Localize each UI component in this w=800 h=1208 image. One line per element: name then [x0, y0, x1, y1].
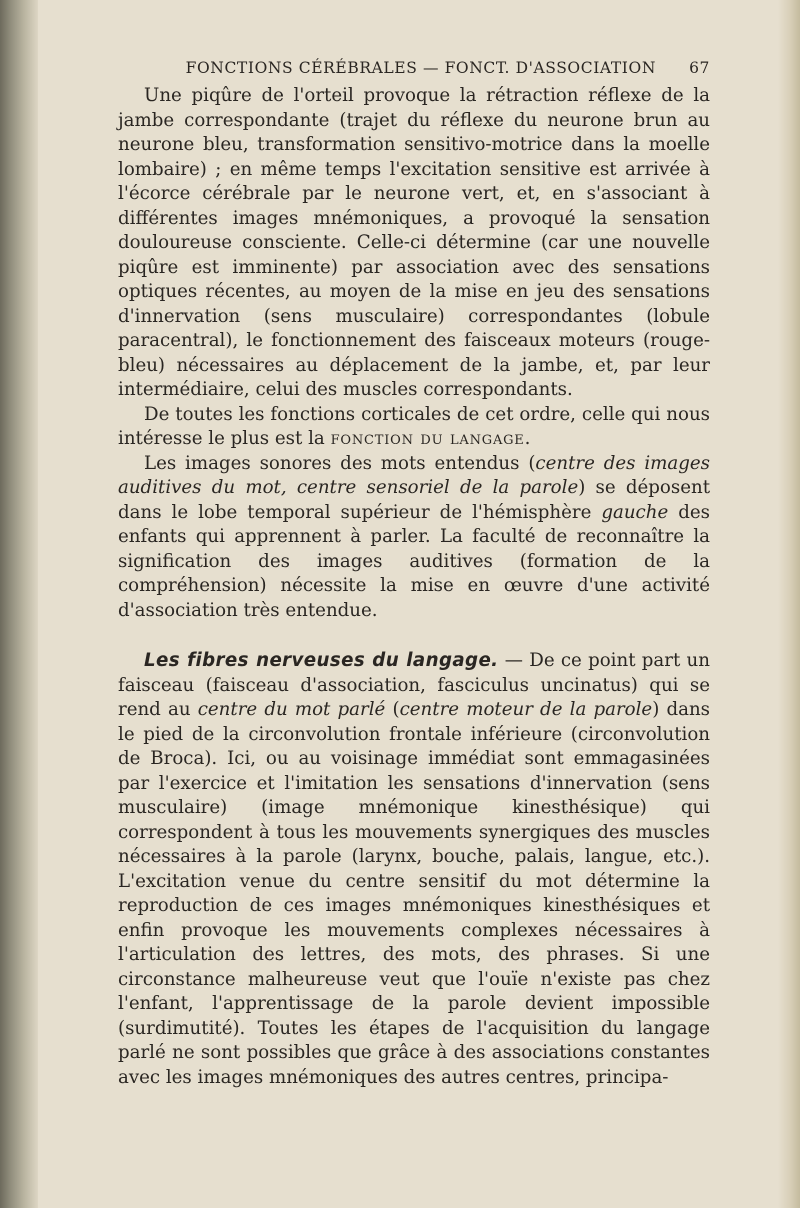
body-text — [118, 84, 710, 1090]
book-page — [118, 52, 710, 1090]
section-heading: Les fibres nerveuses du langage. — [144, 650, 499, 671]
paragraph-2 — [118, 403, 710, 452]
italic-gauche: gauche — [601, 501, 669, 523]
book-binding-edge — [0, 0, 38, 1208]
paragraph-3-text-c: des enfants qui apprennent à parler. La faculté de reconnaître la signification des images auditives (formation de la compréhension) nécessite la mise en œuvre d'une activité d'association très entendue. — [118, 501, 710, 621]
section-gap — [118, 623, 710, 649]
paragraph-2-end: . — [524, 428, 531, 449]
paragraph-4-text-b: ( — [392, 699, 400, 720]
running-header — [118, 52, 710, 84]
paragraph-4-text-c: ) dans le pied de la circonvolution frontale inférieure (circonvolution de Broca). Ici, ou au voisinage immédiat sont emmagasinées par l'exercice et l'imitation les sensations d'innervation (sens musculaire) (image mnémonique kinesthésique) qui correspondent à tous les mouvements synergiques des muscles nécessaires à la parole (larynx, bouche, palais, langue, etc.). L'excitation venue du centre sensitif du mot détermine la reproduction de ces images mnémoniques kinesthésiques et enfin provoque les mouvements complexes nécessaires à l'articulation des lettres, des mots, des phrases. Si une circonstance malheureuse veut que l'ouïe n'existe pas chez l'enfant, l'apprentissage de la parole devient impossible (surdimutité). Toutes les étapes de l'acquisition du langage parlé ne sont possibles que grâce à des associations constantes avec les images mnémoniques des autres centres, principa- — [118, 699, 710, 1088]
paragraph-1: Une piqûre de l'orteil provoque la rétraction réflexe de la jambe correspondante (trajet du réflexe du neurone brun au neurone bleu, transformation sensitivo-motrice dans la moelle lombaire) ; en même temps l'excitation sensitive est arrivée à l'écorce cérébrale par le neurone vert, et, en s'associant à différentes images mnémoniques, a provoqué la sensation douloureuse consciente. Celle-ci détermine (car une nouvelle piqûre est imminente) par association avec des sensations optiques récentes, au moyen de la mise en jeu des sensations d'innervation (sens musculaire) correspondantes (lobule paracentral), le fonctionnement des faisceaux moteurs (rouge-bleu) nécessaires au déplacement de la jambe, et, par leur intermédiaire, celui des muscles correspondants. — [118, 85, 710, 400]
paragraph-2-text: De toutes les fonctions corticales de cet ordre, celle qui nous intéresse le plus est la — [118, 403, 710, 449]
paragraph-4-text-a: — De ce point part un faisceau (faisceau d'association, fasciculus uncinatus) qui se rend au — [118, 650, 710, 720]
running-title: FONCTIONS CÉRÉBRALES — FONCT. D'ASSOCIATION — [185, 59, 656, 77]
page-number: 67 — [689, 59, 710, 77]
italic-centre-auditif: centre des images auditives du mot, centre sensoriel de la parole — [118, 452, 710, 498]
paragraph-3 — [118, 452, 710, 624]
paragraph-4 — [118, 649, 710, 1090]
paragraph-3-text-b: ) se déposent dans le lobe temporal supérieur de l'hémisphère — [118, 477, 711, 523]
italic-centre-moteur: centre moteur de la parole — [399, 699, 653, 720]
italic-centre-du-mot-parle: centre du mot parlé — [197, 699, 386, 720]
emphasis-fonction-du-langage: fonction du langage — [330, 428, 525, 449]
page-right-edge — [778, 0, 800, 1208]
paragraph-3-text-a: Les images sonores des mots entendus ( — [144, 452, 536, 474]
